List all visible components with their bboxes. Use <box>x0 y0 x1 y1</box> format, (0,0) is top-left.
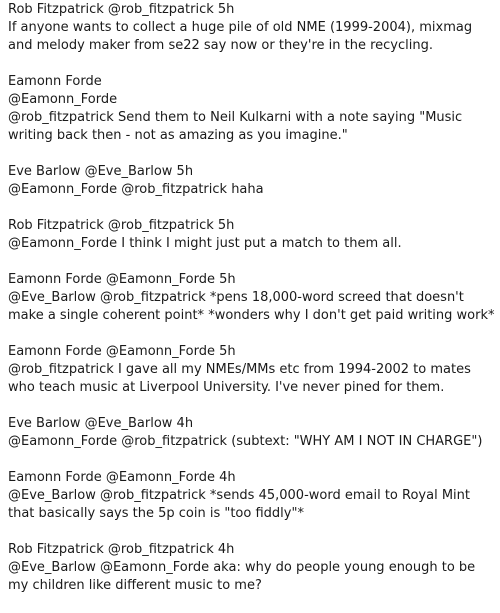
tweet-header: Rob Fitzpatrick @rob_fitzpatrick 4h <box>8 542 235 557</box>
tweet-header: Eve Barlow @Eve_Barlow 4h <box>8 416 194 431</box>
tweet-header: Rob Fitzpatrick @rob_fitzpatrick 5h <box>8 218 235 233</box>
tweet-author-name: Eamonn Forde <box>8 74 102 89</box>
tweet-text: @Eve_Barlow @Eamonn_Forde aka: why do people young enough to be my children like different music to me? <box>8 560 476 593</box>
tweet-text: @Eamonn_Forde @rob_fitzpatrick (subtext: "WHY AM I NOT IN CHARGE") <box>8 434 483 449</box>
tweet-header: Eamonn Forde @Eamonn_Forde 5h <box>8 272 236 287</box>
tweet-header: Eamonn Forde @Eamonn_Forde 4h <box>8 470 236 485</box>
tweet-author-handle: @Eamonn_Forde <box>8 92 118 107</box>
tweet-text: If anyone wants to collect a huge pile of old NME (1999-2004), mixmag and melody maker from se22 say now or they're in the recycling. <box>8 20 473 53</box>
tweet-text: @Eamonn_Forde @rob_fitzpatrick haha <box>8 182 264 197</box>
tweet-item <box>8 415 496 451</box>
tweet-text: @Eve_Barlow @rob_fitzpatrick *sends 45,000-word email to Royal Mint that basically says the 5p coin is "too fiddly"* <box>8 488 470 521</box>
tweet-text: @rob_fitzpatrick Send them to Neil Kulkarni with a note saying "Music writing back then - not as amazing as you imagine." <box>8 110 463 143</box>
tweet-text: @rob_fitzpatrick I gave all my NMEs/MMs etc from 1994-2002 to mates who teach music at Liverpool University. I've never pined for them. <box>8 362 471 395</box>
tweet-text: @Eve_Barlow @rob_fitzpatrick *pens 18,000-word screed that doesn't make a single coherent point* *wonders why I don't get paid writing work* <box>8 290 495 323</box>
tweet-item <box>8 217 496 253</box>
tweet-item <box>8 73 496 145</box>
tweet-item <box>8 163 496 199</box>
tweet-item <box>8 271 496 325</box>
tweet-header: Rob Fitzpatrick @rob_fitzpatrick 5h <box>8 2 235 17</box>
tweet-thread <box>8 1 496 613</box>
tweet-item <box>8 343 496 397</box>
tweet-header: Eamonn Forde @Eamonn_Forde 5h <box>8 344 236 359</box>
tweet-item <box>8 1 496 55</box>
tweet-item <box>8 541 496 595</box>
tweet-item <box>8 469 496 523</box>
tweet-header: Eve Barlow @Eve_Barlow 5h <box>8 164 194 179</box>
tweet-text: @Eamonn_Forde I think I might just put a match to them all. <box>8 236 402 251</box>
